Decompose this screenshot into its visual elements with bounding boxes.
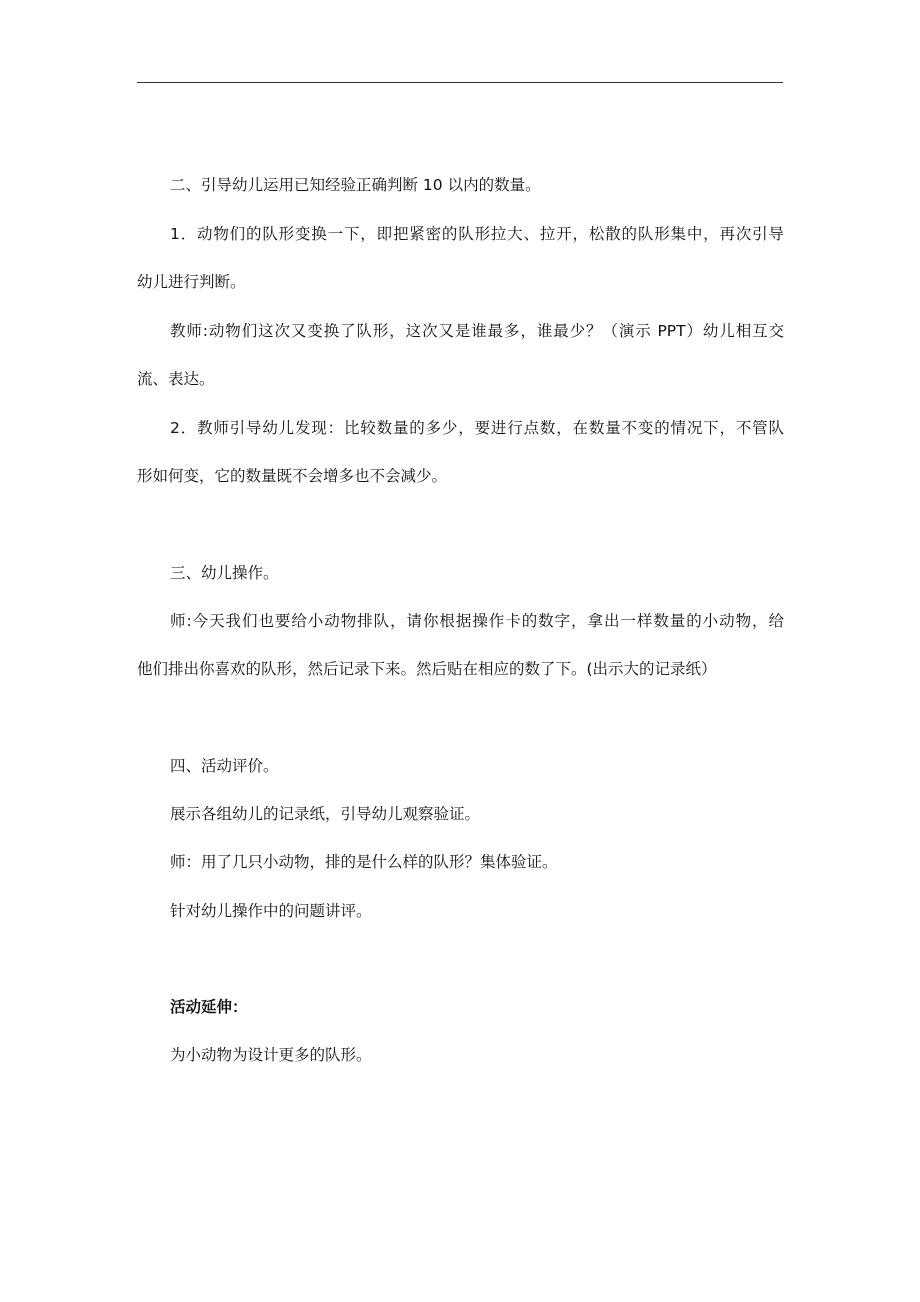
section-3-heading: 三、幼儿操作。 (170, 564, 279, 582)
extension-heading: 活动延伸： (170, 998, 248, 1016)
step-2-line-2: 形如何变，它的数量既不会增多也不会减少。 (137, 467, 448, 485)
evaluation-line-3: 针对幼儿操作中的问题讲评。 (170, 902, 372, 920)
step-2-line-1: 2．教师引导幼儿发现：比较数量的多少，要进行点数，在数量不变的情况下，不管队 (170, 419, 784, 437)
teacher-question-line-1: 教师:动物们这次又变换了队形，这次又是谁最多，谁最少？（演示 PPT）幼儿相互交 (170, 322, 784, 340)
header-rule (137, 82, 783, 83)
step-1-line-2: 幼儿进行判断。 (137, 273, 246, 291)
step-1-line-1: 1．动物们的队形变换一下，即把紧密的队形拉大、拉开，松散的队形集中，再次引导 (170, 225, 784, 243)
section-4-heading: 四、活动评价。 (170, 757, 279, 775)
evaluation-line-2: 师：用了几只小动物，排的是什么样的队形？集体验证。 (170, 853, 558, 871)
section-2-heading: 二、引导幼儿运用已知经验正确判断 10 以内的数量。 (170, 176, 541, 194)
operation-line-2: 他们排出你喜欢的队形，然后记录下来。然后贴在相应的数了下。(出示大的记录纸） (137, 660, 717, 678)
evaluation-line-1: 展示各组幼儿的记录纸，引导幼儿观察验证。 (170, 805, 481, 823)
teacher-question-line-2: 流、表达。 (137, 370, 215, 388)
extension-text: 为小动物为设计更多的队形。 (170, 1046, 372, 1064)
operation-line-1: 师:今天我们也要给小动物排队，请你根据操作卡的数字，拿出一样数量的小动物，给 (170, 612, 784, 630)
